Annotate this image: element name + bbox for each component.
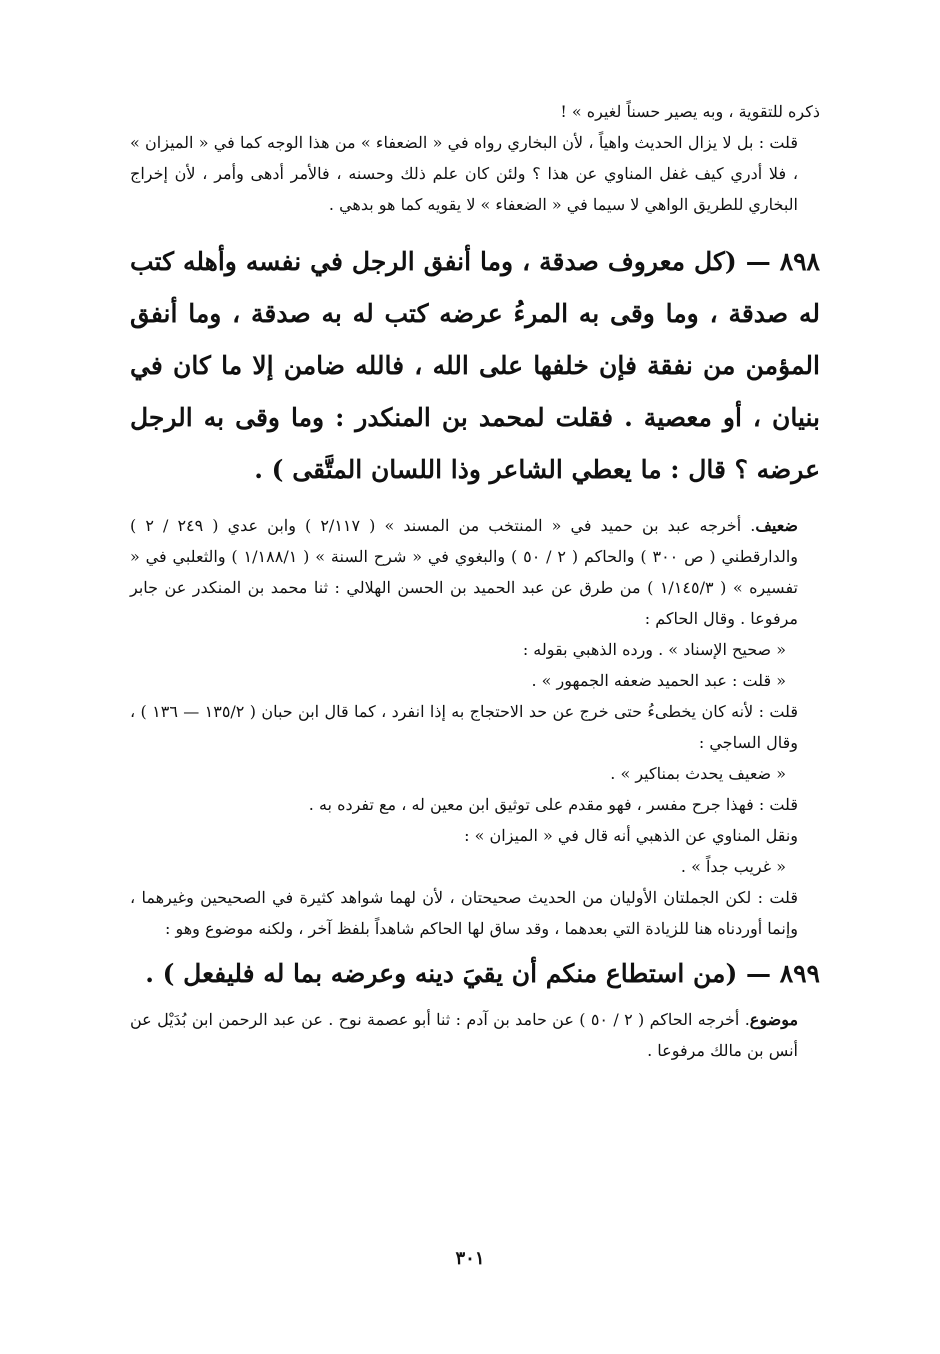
qultu-2: قلت : فهذا جرح مفسر ، فهو مقدم على توثيق ابن معين له ، مع تفرده به . xyxy=(308,795,798,814)
saji-quote: « ضعيف يحدث بمناكير » . xyxy=(610,764,786,783)
hadith-898-number: ٨٩٨ xyxy=(779,247,820,276)
page-number: ٣٠١ xyxy=(455,1248,485,1269)
dhahabi-quote: « قلت : عبد الحميد ضعفه الجمهور » . xyxy=(531,671,786,690)
commentary-899-takhrij xyxy=(130,1004,820,1066)
saji-block xyxy=(130,758,820,882)
grade-label-898: ضعيف xyxy=(755,516,799,535)
intro-line: ذكره للتقوية ، وبه يصير حسناً لغيره » ! xyxy=(560,102,820,121)
takhrij-text-899: . أخرجه الحاكم ( ٢ / ٥٠ ) عن حامد بن آدم : ثنا أبو عصمة نوح . عن عبد الرحمن ابن بُدَيْل عن أنس بن مالك مرفوعا . xyxy=(130,1010,798,1060)
commentary-898-quotes xyxy=(130,634,820,696)
hadith-899-number: ٨٩٩ xyxy=(779,959,820,988)
intro-paragraph: قلت : بل لا يزال الحديث واهياً ، لأن البخاري رواه في « الضعفاء » من هذا الوجه كما في « الميزان » ، فلا أدري كيف غفل المناوي عن هذا ؟ ولئن كان علم ذلك وحسنه ، فالأمر أدهى وأمر ، لأن إخراج البخاري للطريق الواهي لا سيما في « الضعفاء » لا يقويه كما هو بدهي . xyxy=(130,133,798,214)
grade-label-899: موضوع xyxy=(749,1010,799,1029)
qultu-1: قلت : لأنه كان يخطىءُ حتى خرج عن حد الاحتجاج به إذا انفرد ، كما قال ابن حبان ( ١٣٥/٢ — ١٣٦ ) ، وقال الساجي : xyxy=(130,702,799,752)
commentary-898-takhrij xyxy=(130,510,820,634)
takhrij-text-898: . أخرجه عبد بن حميد في « المنتخب من المسند » ( ٢/١١٧ ) وابن عدي ( ٢٤٩ / ٢ ) والدارقطني ( ص ٣٠٠ ) والحاكم ( ٢ / ٥٠ ) والبغوي في « شرح السنة » ( ١/١٨٨/١ ) والثعلبي في « تفسيره » ( ١/١٤٥/٣ ) من طرق عن عبد الحميد بن الحسن الهلالي : ثنا محمد بن المنكدر عن جابر مرفوعا . وقال الحاكم : xyxy=(130,516,799,628)
qultu-3: قلت : لكن الجملتان الأوليان من الحديث صحيحتان ، لأن لهما شواهد كثيرة في الصحيحين وغيرهما ، وإنما أوردناه هنا للزيادة التي بعدهما ، وقد ساق لها الحاكم شاهداً بلفظ آخر ، ولكنه موضوع وهو : xyxy=(130,888,798,938)
hadith-899-text: — (من استطاع منكم أن يقيَ دينه وعرضه بما له فليفعل ) . xyxy=(145,959,771,988)
page-body xyxy=(130,96,820,1066)
munawi-line: ونقل المناوي عن الذهبي أنه قال في « الميزان » : xyxy=(464,826,798,845)
hakim-quote: « صحيح الإسناد » . ورده الذهبي بقوله : xyxy=(522,640,786,659)
hadith-898 xyxy=(130,236,820,496)
hadith-899 xyxy=(130,952,820,996)
hadith-898-text: — (كل معروف صدقة ، وما أنفق الرجل في نفسه وأهله كتب له صدقة ، وما وقى به المرءُ عرضه كتب له به صدقة ، وما أنفق المؤمن من نفقة فإن خلفها على الله ، فالله ضامن إلا ما كان في بنيان ، أو معصية . فقلت لمحمد بن المنكدر : وما وقى به الرجل عرضه ؟ قال : ما يعطي الشاعر وذا اللسان المتَّقى ) . xyxy=(130,247,820,484)
gharib-quote: « غريب جداً » . xyxy=(680,857,786,876)
